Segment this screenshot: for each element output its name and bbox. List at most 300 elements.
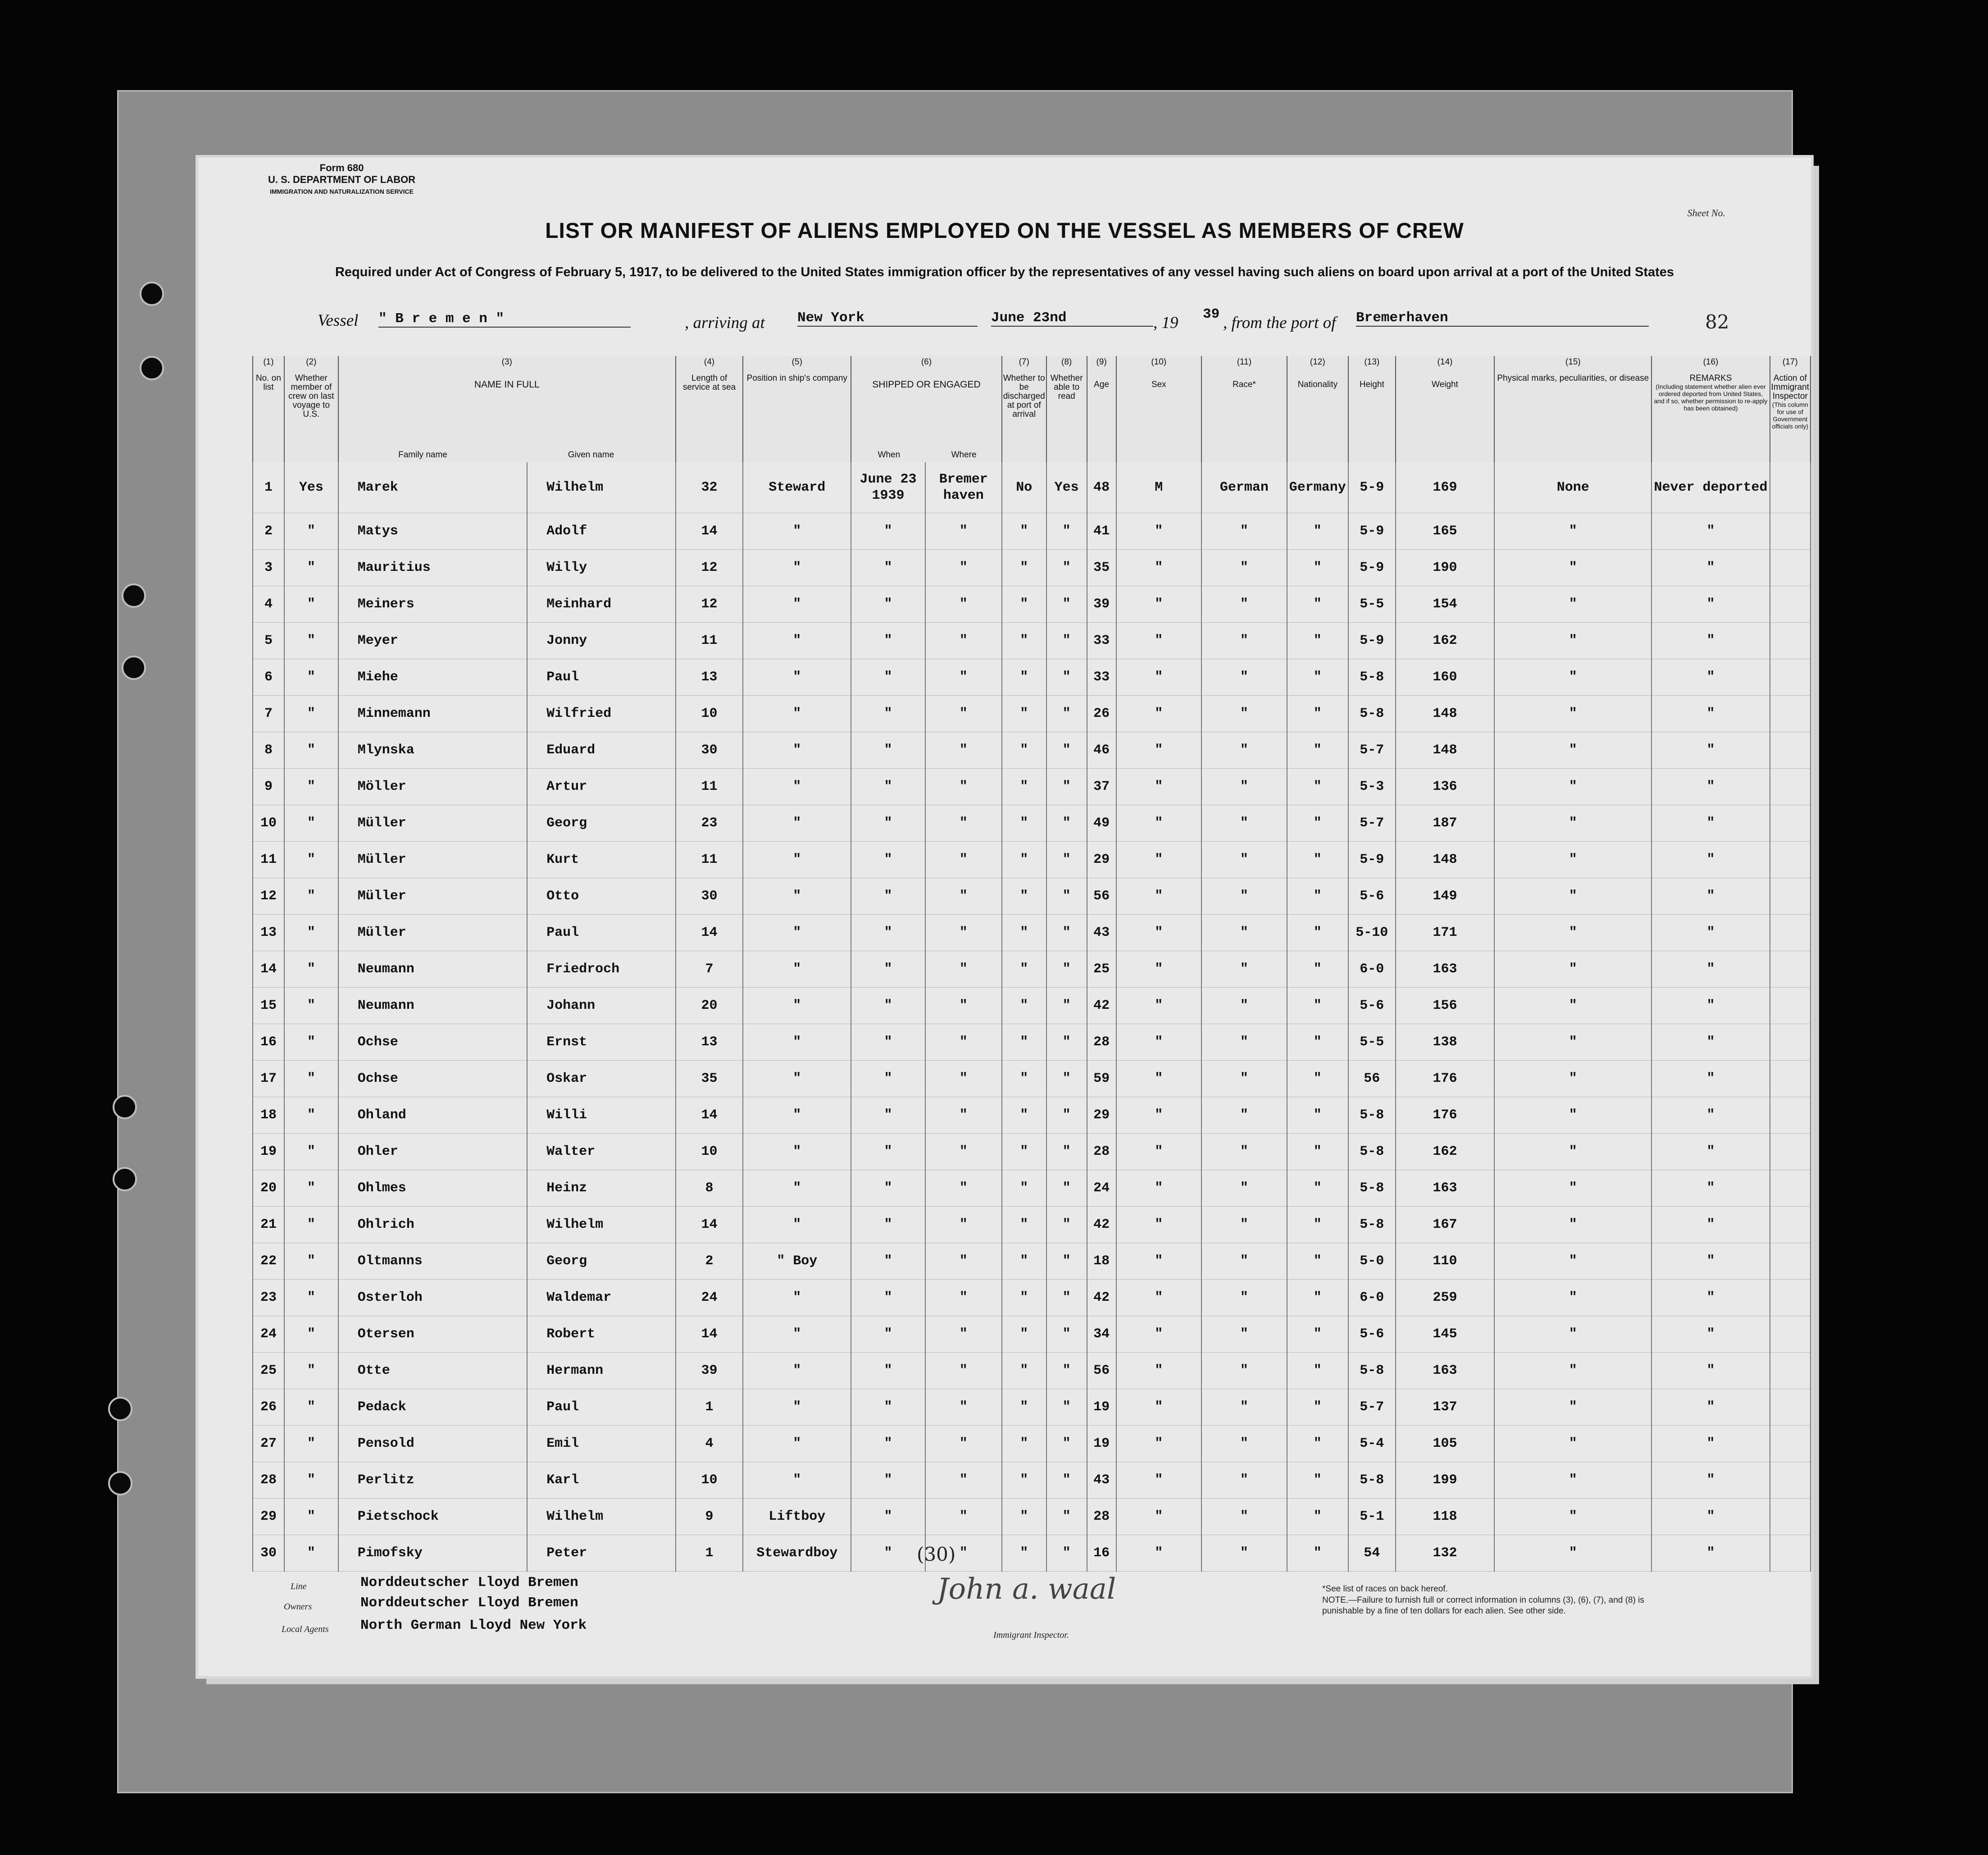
position-cell: " <box>743 842 851 878</box>
position-cell: Steward <box>743 462 851 513</box>
discharged-cell: " <box>1002 1389 1046 1426</box>
weight-cell: 148 <box>1396 842 1494 878</box>
row-number-cell: 3 <box>253 550 284 586</box>
table-row <box>253 878 1811 915</box>
shipped-where-cell: " <box>925 1462 1002 1499</box>
position-cell: " <box>743 1170 851 1207</box>
position-cell: " <box>743 1024 851 1061</box>
remarks-cell: " <box>1651 1280 1770 1316</box>
given-name-cell: Paul <box>527 1389 676 1426</box>
col-header-weight: (14) Weight <box>1396 356 1494 462</box>
family-name-cell: Ochse <box>338 1024 527 1061</box>
able-to-read-cell: " <box>1046 513 1087 550</box>
col-header-sex: (10) Sex <box>1116 356 1201 462</box>
nationality-cell: " <box>1287 915 1348 951</box>
age-cell: 16 <box>1087 1535 1116 1572</box>
race-cell: " <box>1201 1535 1287 1572</box>
weight-cell: 137 <box>1396 1389 1494 1426</box>
inspector-action-cell <box>1770 988 1811 1024</box>
sex-cell: " <box>1116 732 1201 769</box>
given-name-cell: Heinz <box>527 1170 676 1207</box>
given-name-cell: Willy <box>527 550 676 586</box>
shipped-when-cell: " <box>851 659 925 696</box>
height-cell: 5-9 <box>1348 623 1396 659</box>
inspector-label: Immigrant Inspector. <box>993 1630 1069 1640</box>
remarks-cell: " <box>1651 805 1770 842</box>
nationality-cell: " <box>1287 842 1348 878</box>
nationality-cell: " <box>1287 1316 1348 1353</box>
row-number-cell: 12 <box>253 878 284 915</box>
shipped-when-cell: " <box>851 513 925 550</box>
race-cell: " <box>1201 1426 1287 1462</box>
table-row <box>253 805 1811 842</box>
row-number-cell: 25 <box>253 1353 284 1389</box>
race-cell: " <box>1201 1499 1287 1535</box>
total-count: (30) <box>917 1543 956 1565</box>
shipped-when-cell: " <box>851 1535 925 1572</box>
height-cell: 5-7 <box>1348 732 1396 769</box>
shipped-when-cell: " <box>851 586 925 623</box>
owners-label: Owners <box>284 1602 312 1612</box>
height-cell: 5-8 <box>1348 1097 1396 1134</box>
sex-cell: " <box>1116 878 1201 915</box>
able-to-read-cell: " <box>1046 1462 1087 1499</box>
inspector-action-cell <box>1770 878 1811 915</box>
discharged-cell: " <box>1002 550 1046 586</box>
remarks-cell: " <box>1651 842 1770 878</box>
inspector-action-cell <box>1770 769 1811 805</box>
family-name-cell: Mauritius <box>338 550 527 586</box>
shipped-where-cell: " <box>925 769 1002 805</box>
sex-cell: " <box>1116 915 1201 951</box>
family-name-cell: Müller <box>338 842 527 878</box>
table-header-row <box>253 356 1811 462</box>
age-cell: 39 <box>1087 586 1116 623</box>
height-cell: 5-4 <box>1348 1426 1396 1462</box>
remarks-cell: " <box>1651 1426 1770 1462</box>
able-to-read-cell: " <box>1046 1499 1087 1535</box>
remarks-cell: " <box>1651 1024 1770 1061</box>
height-cell: 5-6 <box>1348 1316 1396 1353</box>
remarks-cell: " <box>1651 1499 1770 1535</box>
remarks-cell: " <box>1651 988 1770 1024</box>
last-voyage-cell: " <box>284 1097 338 1134</box>
weight-cell: 148 <box>1396 732 1494 769</box>
discharged-cell: " <box>1002 1243 1046 1280</box>
inspector-action-cell <box>1770 1170 1811 1207</box>
age-cell: 59 <box>1087 1061 1116 1097</box>
shipped-where-cell: " <box>925 1426 1002 1462</box>
col-header-given: Given name <box>568 450 614 460</box>
last-voyage-cell: " <box>284 878 338 915</box>
last-voyage-cell: " <box>284 1280 338 1316</box>
age-cell: 18 <box>1087 1243 1116 1280</box>
last-voyage-cell: " <box>284 1061 338 1097</box>
col-header-action: (17) Action of Immigrant Inspector (This column for use of Government officials only) <box>1770 356 1811 462</box>
age-cell: 56 <box>1087 1353 1116 1389</box>
last-voyage-cell: " <box>284 1389 338 1426</box>
inspector-action-cell <box>1770 915 1811 951</box>
service-years-cell: 14 <box>676 1316 743 1353</box>
family-name-cell: Ochse <box>338 1061 527 1097</box>
nationality-cell: " <box>1287 1024 1348 1061</box>
physical-marks-cell: " <box>1494 550 1651 586</box>
race-cell: " <box>1201 1462 1287 1499</box>
table-row <box>253 1170 1811 1207</box>
age-cell: 37 <box>1087 769 1116 805</box>
inspector-action-cell <box>1770 1207 1811 1243</box>
given-name-cell: Jonny <box>527 623 676 659</box>
position-cell: " <box>743 1280 851 1316</box>
shipped-where-cell: " <box>925 1353 1002 1389</box>
family-name-cell: Müller <box>338 915 527 951</box>
given-name-cell: Wilfried <box>527 696 676 732</box>
shipped-where-cell: " <box>925 1134 1002 1170</box>
shipped-where-cell: " <box>925 1243 1002 1280</box>
shipped-where-cell: " <box>925 586 1002 623</box>
shipped-when-cell: " <box>851 1097 925 1134</box>
last-voyage-cell: " <box>284 1243 338 1280</box>
family-name-cell: Meyer <box>338 623 527 659</box>
inspector-action-cell <box>1770 1061 1811 1097</box>
nationality-cell: " <box>1287 1243 1348 1280</box>
position-cell: " <box>743 805 851 842</box>
row-number-cell: 17 <box>253 1061 284 1097</box>
col-header-family: Family name <box>398 450 447 460</box>
sex-cell: " <box>1116 1535 1201 1572</box>
given-name-cell: Waldemar <box>527 1280 676 1316</box>
service-years-cell: 13 <box>676 659 743 696</box>
discharged-cell: " <box>1002 1316 1046 1353</box>
sex-cell: " <box>1116 769 1201 805</box>
weight-cell: 169 <box>1396 462 1494 513</box>
nationality-cell: " <box>1287 1353 1348 1389</box>
service-years-cell: 35 <box>676 1061 743 1097</box>
physical-marks-cell: " <box>1494 732 1651 769</box>
able-to-read-cell: " <box>1046 1207 1087 1243</box>
table-row <box>253 1426 1811 1462</box>
row-number-cell: 9 <box>253 769 284 805</box>
row-number-cell: 4 <box>253 586 284 623</box>
service-years-cell: 23 <box>676 805 743 842</box>
given-name-cell: Wilhelm <box>527 462 676 513</box>
able-to-read-cell: " <box>1046 878 1087 915</box>
age-cell: 42 <box>1087 1207 1116 1243</box>
discharged-cell: " <box>1002 732 1046 769</box>
table-row <box>253 1316 1811 1353</box>
last-voyage-cell: " <box>284 1170 338 1207</box>
sex-cell: " <box>1116 1207 1201 1243</box>
nationality-cell: " <box>1287 805 1348 842</box>
inspector-action-cell <box>1770 805 1811 842</box>
service-years-cell: 1 <box>676 1535 743 1572</box>
remarks-cell: " <box>1651 623 1770 659</box>
remarks-cell: " <box>1651 951 1770 988</box>
col-header-nationality: (12) Nationality <box>1287 356 1348 462</box>
weight-cell: 259 <box>1396 1280 1494 1316</box>
given-name-cell: Meinhard <box>527 586 676 623</box>
binder-hole <box>122 583 146 608</box>
shipped-when-cell: " <box>851 1134 925 1170</box>
weight-cell: 132 <box>1396 1535 1494 1572</box>
row-number-cell: 13 <box>253 915 284 951</box>
table-row <box>253 1097 1811 1134</box>
inspector-action-cell <box>1770 659 1811 696</box>
age-cell: 43 <box>1087 915 1116 951</box>
physical-marks-cell: " <box>1494 1280 1651 1316</box>
physical-marks-cell: " <box>1494 1207 1651 1243</box>
last-voyage-cell: Yes <box>284 462 338 513</box>
height-cell: 5-9 <box>1348 842 1396 878</box>
sex-cell: " <box>1116 842 1201 878</box>
able-to-read-cell: " <box>1046 951 1087 988</box>
table-row <box>253 1280 1811 1316</box>
race-cell: " <box>1201 988 1287 1024</box>
binder-hole <box>108 1397 132 1421</box>
nationality-cell: " <box>1287 550 1348 586</box>
height-cell: 5-8 <box>1348 659 1396 696</box>
able-to-read-cell: " <box>1046 586 1087 623</box>
shipped-when-cell: " <box>851 1316 925 1353</box>
weight-cell: 162 <box>1396 1134 1494 1170</box>
shipped-when-cell: " <box>851 1170 925 1207</box>
able-to-read-cell: " <box>1046 1316 1087 1353</box>
age-cell: 29 <box>1087 1097 1116 1134</box>
weight-cell: 165 <box>1396 513 1494 550</box>
inspector-action-cell <box>1770 696 1811 732</box>
position-cell: " <box>743 1389 851 1426</box>
position-cell: " <box>743 988 851 1024</box>
family-name-cell: Müller <box>338 878 527 915</box>
physical-marks-cell: " <box>1494 915 1651 951</box>
race-cell: " <box>1201 623 1287 659</box>
height-cell: 5-1 <box>1348 1499 1396 1535</box>
shipped-where-cell: " <box>925 1280 1002 1316</box>
physical-marks-cell: " <box>1494 951 1651 988</box>
able-to-read-cell: " <box>1046 1280 1087 1316</box>
table-row <box>253 623 1811 659</box>
discharged-cell: " <box>1002 696 1046 732</box>
race-cell: " <box>1201 732 1287 769</box>
shipped-when-cell: " <box>851 1426 925 1462</box>
shipped-where-cell: " <box>925 915 1002 951</box>
shipped-when-cell: " <box>851 1207 925 1243</box>
col-header-marks: (15) Physical marks, peculiarities, or disease <box>1494 356 1651 462</box>
service-years-cell: 11 <box>676 769 743 805</box>
shipped-when-cell: " <box>851 1280 925 1316</box>
remarks-cell: " <box>1651 1316 1770 1353</box>
col-header-height: (13) Height <box>1348 356 1396 462</box>
sex-cell: " <box>1116 951 1201 988</box>
manifest-sheet <box>198 158 1811 1676</box>
page-number: 82 <box>1705 311 1729 333</box>
age-cell: 42 <box>1087 1280 1116 1316</box>
last-voyage-cell: " <box>284 1316 338 1353</box>
weight-cell: 110 <box>1396 1243 1494 1280</box>
weight-cell: 138 <box>1396 1024 1494 1061</box>
service-years-cell: 11 <box>676 623 743 659</box>
arrival-year: 39 <box>1203 306 1220 322</box>
col-header-remarks: (16) REMARKS (Including statement whether alien ever ordered deported from United States, and if so, whether permission to re-apply has been obtained) <box>1651 356 1770 462</box>
last-voyage-cell: " <box>284 1353 338 1389</box>
family-name-cell: Pietschock <box>338 1499 527 1535</box>
able-to-read-cell: " <box>1046 842 1087 878</box>
physical-marks-cell: " <box>1494 1426 1651 1462</box>
height-cell: 5-9 <box>1348 513 1396 550</box>
shipped-when-cell: " <box>851 1024 925 1061</box>
table-row <box>253 915 1811 951</box>
inspector-action-cell <box>1770 732 1811 769</box>
race-cell: " <box>1201 1134 1287 1170</box>
inspector-action-cell <box>1770 1097 1811 1134</box>
sex-cell: " <box>1116 1316 1201 1353</box>
shipped-when-cell: " <box>851 915 925 951</box>
sex-cell: " <box>1116 586 1201 623</box>
position-cell: " <box>743 878 851 915</box>
race-cell: " <box>1201 586 1287 623</box>
race-cell: " <box>1201 842 1287 878</box>
weight-cell: 118 <box>1396 1499 1494 1535</box>
last-voyage-cell: " <box>284 1462 338 1499</box>
physical-marks-cell: " <box>1494 1134 1651 1170</box>
shipped-when-cell: " <box>851 1353 925 1389</box>
physical-marks-cell: " <box>1494 623 1651 659</box>
race-cell: " <box>1201 659 1287 696</box>
shipped-where-cell: Bremer haven <box>925 462 1002 513</box>
row-number-cell: 11 <box>253 842 284 878</box>
weight-cell: 160 <box>1396 659 1494 696</box>
race-cell: " <box>1201 1170 1287 1207</box>
form-number: Form 680 <box>319 162 364 173</box>
family-name-cell: Müller <box>338 805 527 842</box>
shipped-when-cell: " <box>851 951 925 988</box>
remarks-cell: " <box>1651 1353 1770 1389</box>
race-cell: " <box>1201 1316 1287 1353</box>
inspector-action-cell <box>1770 1280 1811 1316</box>
weight-cell: 176 <box>1396 1097 1494 1134</box>
race-cell: " <box>1201 696 1287 732</box>
shipped-when-cell: " <box>851 1243 925 1280</box>
able-to-read-cell: " <box>1046 1134 1087 1170</box>
position-cell: " <box>743 659 851 696</box>
family-name-cell: Minnemann <box>338 696 527 732</box>
given-name-cell: Artur <box>527 769 676 805</box>
height-cell: 5-7 <box>1348 805 1396 842</box>
last-voyage-cell: " <box>284 1024 338 1061</box>
sex-cell: " <box>1116 1280 1201 1316</box>
height-cell: 6-0 <box>1348 1280 1396 1316</box>
age-cell: 25 <box>1087 951 1116 988</box>
discharged-cell: " <box>1002 1280 1046 1316</box>
age-cell: 34 <box>1087 1316 1116 1353</box>
nationality-cell: " <box>1287 951 1348 988</box>
physical-marks-cell: " <box>1494 696 1651 732</box>
given-name-cell: Willi <box>527 1097 676 1134</box>
row-number-cell: 27 <box>253 1426 284 1462</box>
nationality-cell: " <box>1287 769 1348 805</box>
shipped-where-cell: " <box>925 550 1002 586</box>
given-name-cell: Adolf <box>527 513 676 550</box>
family-name-cell: Pedack <box>338 1389 527 1426</box>
age-cell: 35 <box>1087 550 1116 586</box>
able-to-read-cell: " <box>1046 1353 1087 1389</box>
weight-cell: 149 <box>1396 878 1494 915</box>
family-name-cell: Ohland <box>338 1097 527 1134</box>
height-cell: 5-8 <box>1348 1207 1396 1243</box>
height-cell: 5-5 <box>1348 1024 1396 1061</box>
service-years-cell: 14 <box>676 1097 743 1134</box>
shipped-where-cell: " <box>925 1170 1002 1207</box>
row-number-cell: 7 <box>253 696 284 732</box>
service-years-cell: 14 <box>676 513 743 550</box>
discharged-cell: " <box>1002 513 1046 550</box>
family-name-cell: Perlitz <box>338 1462 527 1499</box>
shipped-when-cell: " <box>851 988 925 1024</box>
inspector-action-cell <box>1770 1462 1811 1499</box>
binder-hole <box>113 1095 137 1119</box>
height-cell: 5-8 <box>1348 1134 1396 1170</box>
age-cell: 19 <box>1087 1389 1116 1426</box>
physical-marks-cell: " <box>1494 513 1651 550</box>
table-row <box>253 769 1811 805</box>
weight-cell: 199 <box>1396 1462 1494 1499</box>
inspector-action-cell <box>1770 513 1811 550</box>
year-prefix: , 19 <box>1153 314 1178 332</box>
shipped-where-cell: " <box>925 659 1002 696</box>
table-row <box>253 1535 1811 1572</box>
physical-marks-cell: " <box>1494 1097 1651 1134</box>
family-name-cell: Otersen <box>338 1316 527 1353</box>
row-number-cell: 20 <box>253 1170 284 1207</box>
height-cell: 5-8 <box>1348 696 1396 732</box>
binder-hole <box>113 1167 137 1191</box>
discharged-cell: " <box>1002 623 1046 659</box>
race-cell: " <box>1201 1207 1287 1243</box>
remarks-cell: " <box>1651 1061 1770 1097</box>
sex-cell: " <box>1116 623 1201 659</box>
given-name-cell: Kurt <box>527 842 676 878</box>
inspector-action-cell <box>1770 1499 1811 1535</box>
inspector-action-cell <box>1770 1426 1811 1462</box>
row-number-cell: 30 <box>253 1535 284 1572</box>
able-to-read-cell: " <box>1046 988 1087 1024</box>
position-cell: " <box>743 915 851 951</box>
inspector-action-cell <box>1770 1389 1811 1426</box>
col-header-discharged: (7) Whether to be discharged at port of arrival <box>1002 356 1046 462</box>
last-voyage-cell: " <box>284 988 338 1024</box>
table-row <box>253 988 1811 1024</box>
vessel-name: " B r e m e n " <box>378 311 631 328</box>
inspector-action-cell <box>1770 1535 1811 1572</box>
position-cell: " <box>743 769 851 805</box>
crew-table <box>252 356 1811 1572</box>
col-header-race: (11) Race* <box>1201 356 1287 462</box>
sex-cell: " <box>1116 659 1201 696</box>
sex-cell: " <box>1116 1061 1201 1097</box>
col-header-position: (5) Position in ship's company <box>743 356 851 462</box>
last-voyage-cell: " <box>284 513 338 550</box>
table-row <box>253 586 1811 623</box>
service-years-cell: 7 <box>676 951 743 988</box>
race-cell: " <box>1201 1353 1287 1389</box>
races-note: *See list of races on back hereof. <box>1322 1584 1448 1594</box>
family-name-cell: Pimofsky <box>338 1535 527 1572</box>
given-name-cell: Walter <box>527 1134 676 1170</box>
shipped-when-cell: " <box>851 550 925 586</box>
height-cell: 5-10 <box>1348 915 1396 951</box>
fine-note: NOTE.—Failure to furnish full or correct information in columns (3), (6), (7), and (8) is punishable by a fine of ten dollars for each alien. See other side. <box>1322 1595 1644 1616</box>
position-cell: " <box>743 586 851 623</box>
